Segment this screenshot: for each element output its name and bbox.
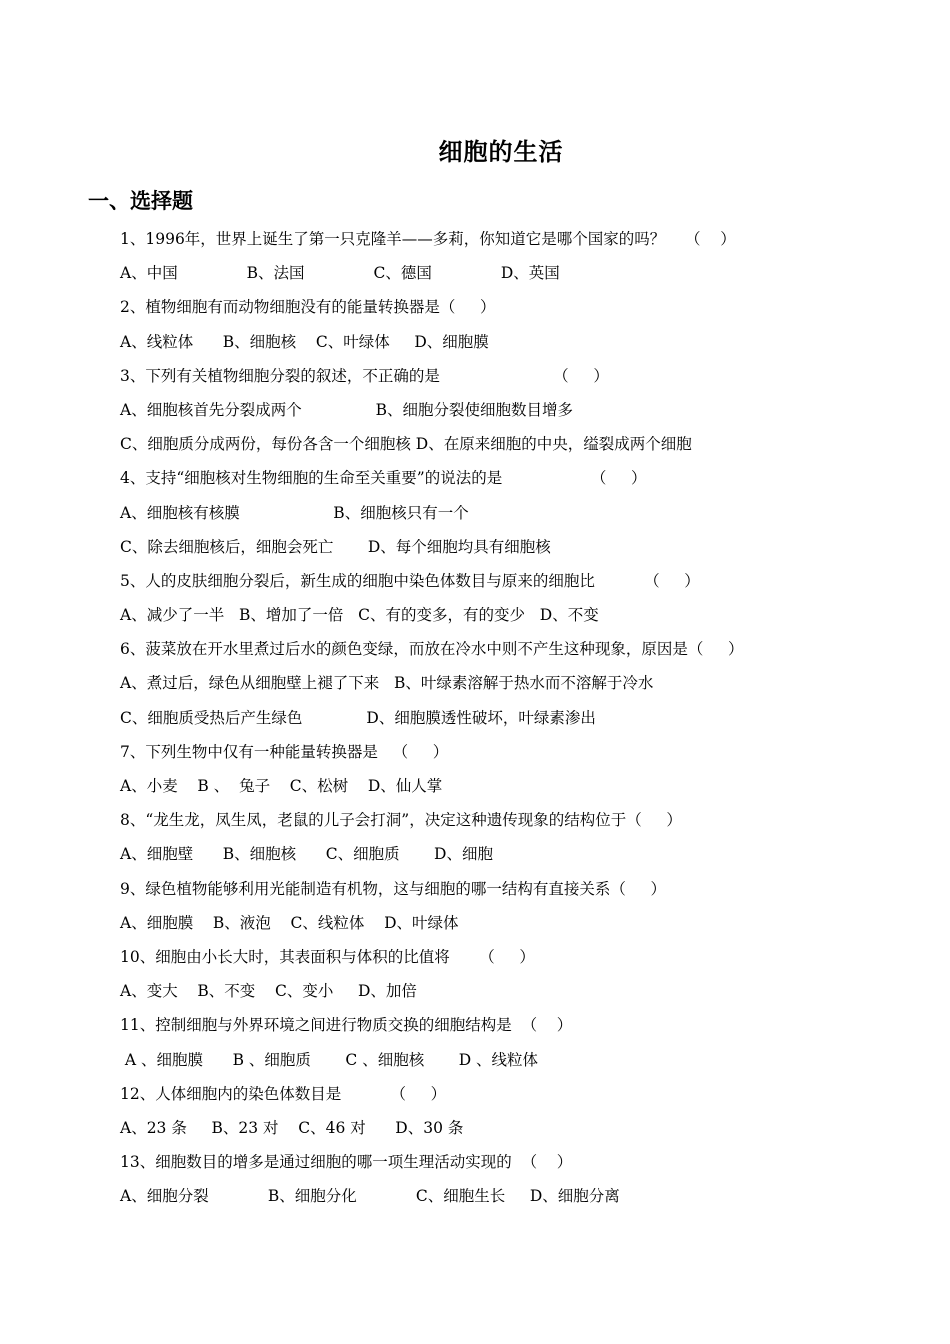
options-line: C、细胞质受热后产生绿色 D、细胞膜透性破坏，叶绿素渗出 [120,708,596,727]
options-line: A、煮过后，绿色从细胞壁上褪了下来 B、叶绿素溶解于热水而不溶解于冷水 [120,674,654,693]
question-line: 1、1996年，世界上诞生了第一只克隆羊——多莉，你知道它是哪个国家的吗？ （ ） [120,230,736,248]
question-line: 3、下列有关植物细胞分裂的叙述，不正确的是 （ ） [120,366,609,385]
question-line: 6、菠菜放在开水里煮过后水的颜色变绿，而放在冷水中则不产生这种现象，原因是（ ） [120,640,744,659]
options-line: A 、细胞膜 B 、细胞质 C 、细胞核 D 、线粒体 [120,1050,539,1069]
options-line: C、除去细胞核后，细胞会死亡 D、每个细胞均具有细胞核 [120,537,551,556]
options-line: A、细胞核首先分裂成两个 B、细胞分裂使细胞数目增多 [120,400,573,419]
options-line: A、细胞核有核膜 B、细胞核只有一个 [120,503,469,522]
question-line: 4、支持“细胞核对生物细胞的生命至关重要”的说法的是 （ ） [120,469,647,488]
question-line: 10、细胞由小长大时，其表面积与体积的比值将 （ ） [120,947,535,966]
section-heading: 一、选择题 [88,188,193,213]
question-line: 2、植物细胞有而动物细胞没有的能量转换器是（ ） [120,298,496,317]
options-line: A、小麦 B 、 兔子 C、松树 D、仙人掌 [120,777,443,795]
question-list [120,222,920,1213]
question-line: 8、“龙生龙，凤生凤，老鼠的儿子会打洞”，决定这种遗传现象的结构位于（ ） [120,811,682,830]
question-line: 12、人体细胞内的染色体数目是 （ ） [120,1084,447,1103]
question-line: 9、绿色植物能够利用光能制造有机物，这与细胞的哪一结构有直接关系（ ） [120,879,666,898]
options-line: A、变大 B、不变 C、变小 D、加倍 [120,982,417,1001]
options-line: A、23 条 B、23 对 C、46 对 D、30 条 [120,1118,464,1137]
options-line: A、细胞分裂 B、细胞分化 C、细胞生长 D、细胞分离 [120,1187,620,1206]
options-line: C、细胞质分成两份，每份各含一个细胞核 D、在原来细胞的中央，缢裂成两个细胞 [120,435,692,454]
page-title: 细胞的生活 [438,137,564,166]
options-line: A、细胞膜 B、液泡 C、线粒体 D、叶绿体 [120,913,459,932]
question-line: 7、下列生物中仅有一种能量转换器是 （ ） [120,742,449,761]
options-line: A、细胞壁 B、细胞核 C、细胞质 D、细胞 [120,845,493,864]
question-line: 11、控制细胞与外界环境之间进行物质交换的细胞结构是 （ ） [120,1016,573,1035]
question-line: 13、细胞数目的增多是通过细胞的哪一项生理活动实现的 （ ） [120,1153,573,1172]
options-line: A、减少了一半 B、增加了一倍 C、有的变多，有的变少 D、不变 [120,606,599,625]
options-line: A、中国 B、法国 C、德国 D、英国 [120,264,560,283]
question-line: 5、人的皮肤细胞分裂后，新生成的细胞中染色体数目与原来的细胞比 （ ） [120,571,700,590]
options-line: A、线粒体 B、细胞核 C、叶绿体 D、细胞膜 [120,332,489,351]
